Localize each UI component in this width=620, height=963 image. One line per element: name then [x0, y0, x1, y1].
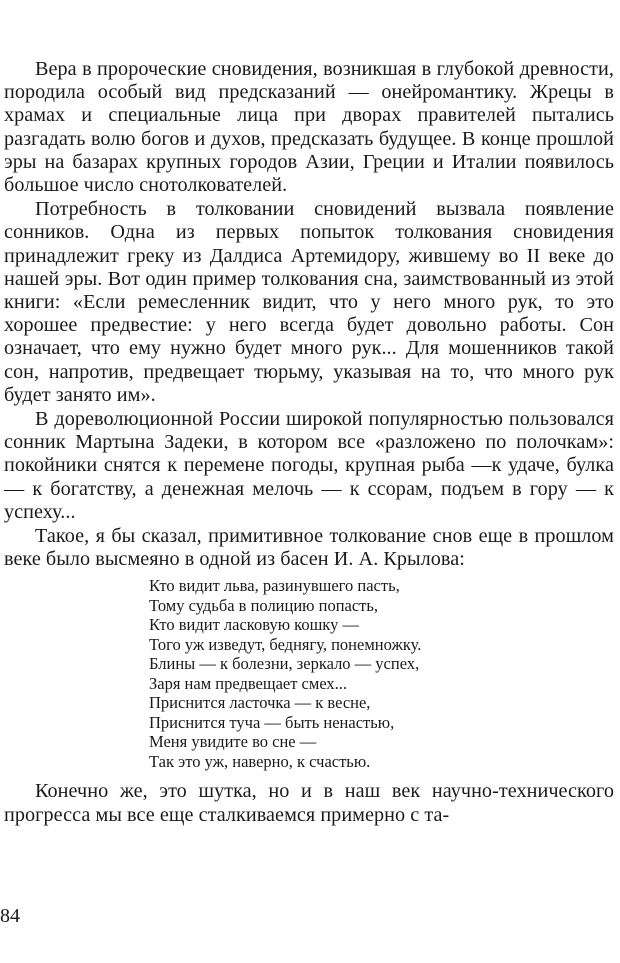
- paragraph-closing: Конечно же, это шутка, но и в наш век научно-технического прогресса мы все еще сталкиваемся примерно с та-: [4, 780, 614, 826]
- poem-line: Заря нам предвещает смех...: [149, 673, 348, 693]
- poem-line: Кто видит ласковую кошку —: [149, 615, 359, 635]
- paragraph-krylov-intro: Такое, я бы сказал, примитивное толкование снов еще в прошлом веке было высмеяно в одной из басен И. А. Крылова:: [4, 525, 614, 571]
- krylov-fable-quote: [149, 576, 614, 771]
- poem-line: Кто видит льва, разинувшего пасть,: [149, 576, 400, 596]
- poem-line: Так это уж, наверно, к счастью.: [149, 751, 371, 771]
- paragraph-dream-books: Потребность в толковании сновидений вызвала появление сонников. Одна из первых попыток толкования сновидения принадлежит греку из Далдиса Артемидору, жившему во II веке до нашей эры. Вот один пример толкования сна, заимствованный из этой книги: «Если ремесленник видит, что у него много рук, то это хорошее предвестие: у него всегда будет довольно работы. Сон означает, что ему нужно будет много рук... Для мошенников такой сон, напротив, предвещает тюрьму, указывая на то, что много рук будет занято им».: [4, 198, 614, 406]
- poem-line: Того уж изведут, беднягу, понемножку.: [149, 634, 422, 654]
- body-text: [4, 58, 614, 827]
- paragraph-oneiromancy: Вера в пророческие сновидения, возникшая в глубокой древности, породила особый вид предсказаний — онейромантику. Жрецы в храмах и специальные лица при дворах правителей пытались разгадать волю богов и духов, предсказать будущее. В конце прошлой эры на базарах крупных городов Азии, Греции и Италии появилось большое число снотолкователей.: [4, 58, 614, 197]
- poem-line: Тому судьба в полицию попасть,: [149, 595, 379, 615]
- poem-line: Приснится туча — быть ненастью,: [149, 712, 395, 732]
- paragraph-zadeka: В дореволюционной России широкой популярностью пользовался сонник Мартына Задеки, в котором все «разложено по полочкам»: покойники снятся к перемене погоды, крупная рыба —к удаче, булка — к богатству, а денежная мелочь — к ссорам, подъем в гору — к успеху...: [4, 408, 614, 523]
- poem-line: Приснится ласточка — к весне,: [149, 693, 371, 713]
- poem-line: Меня увидите во сне —: [149, 732, 317, 752]
- book-page: [4, 58, 614, 827]
- poem-line: Блины — к болезни, зеркало — успех,: [149, 654, 420, 674]
- page-number: 84: [0, 905, 20, 927]
